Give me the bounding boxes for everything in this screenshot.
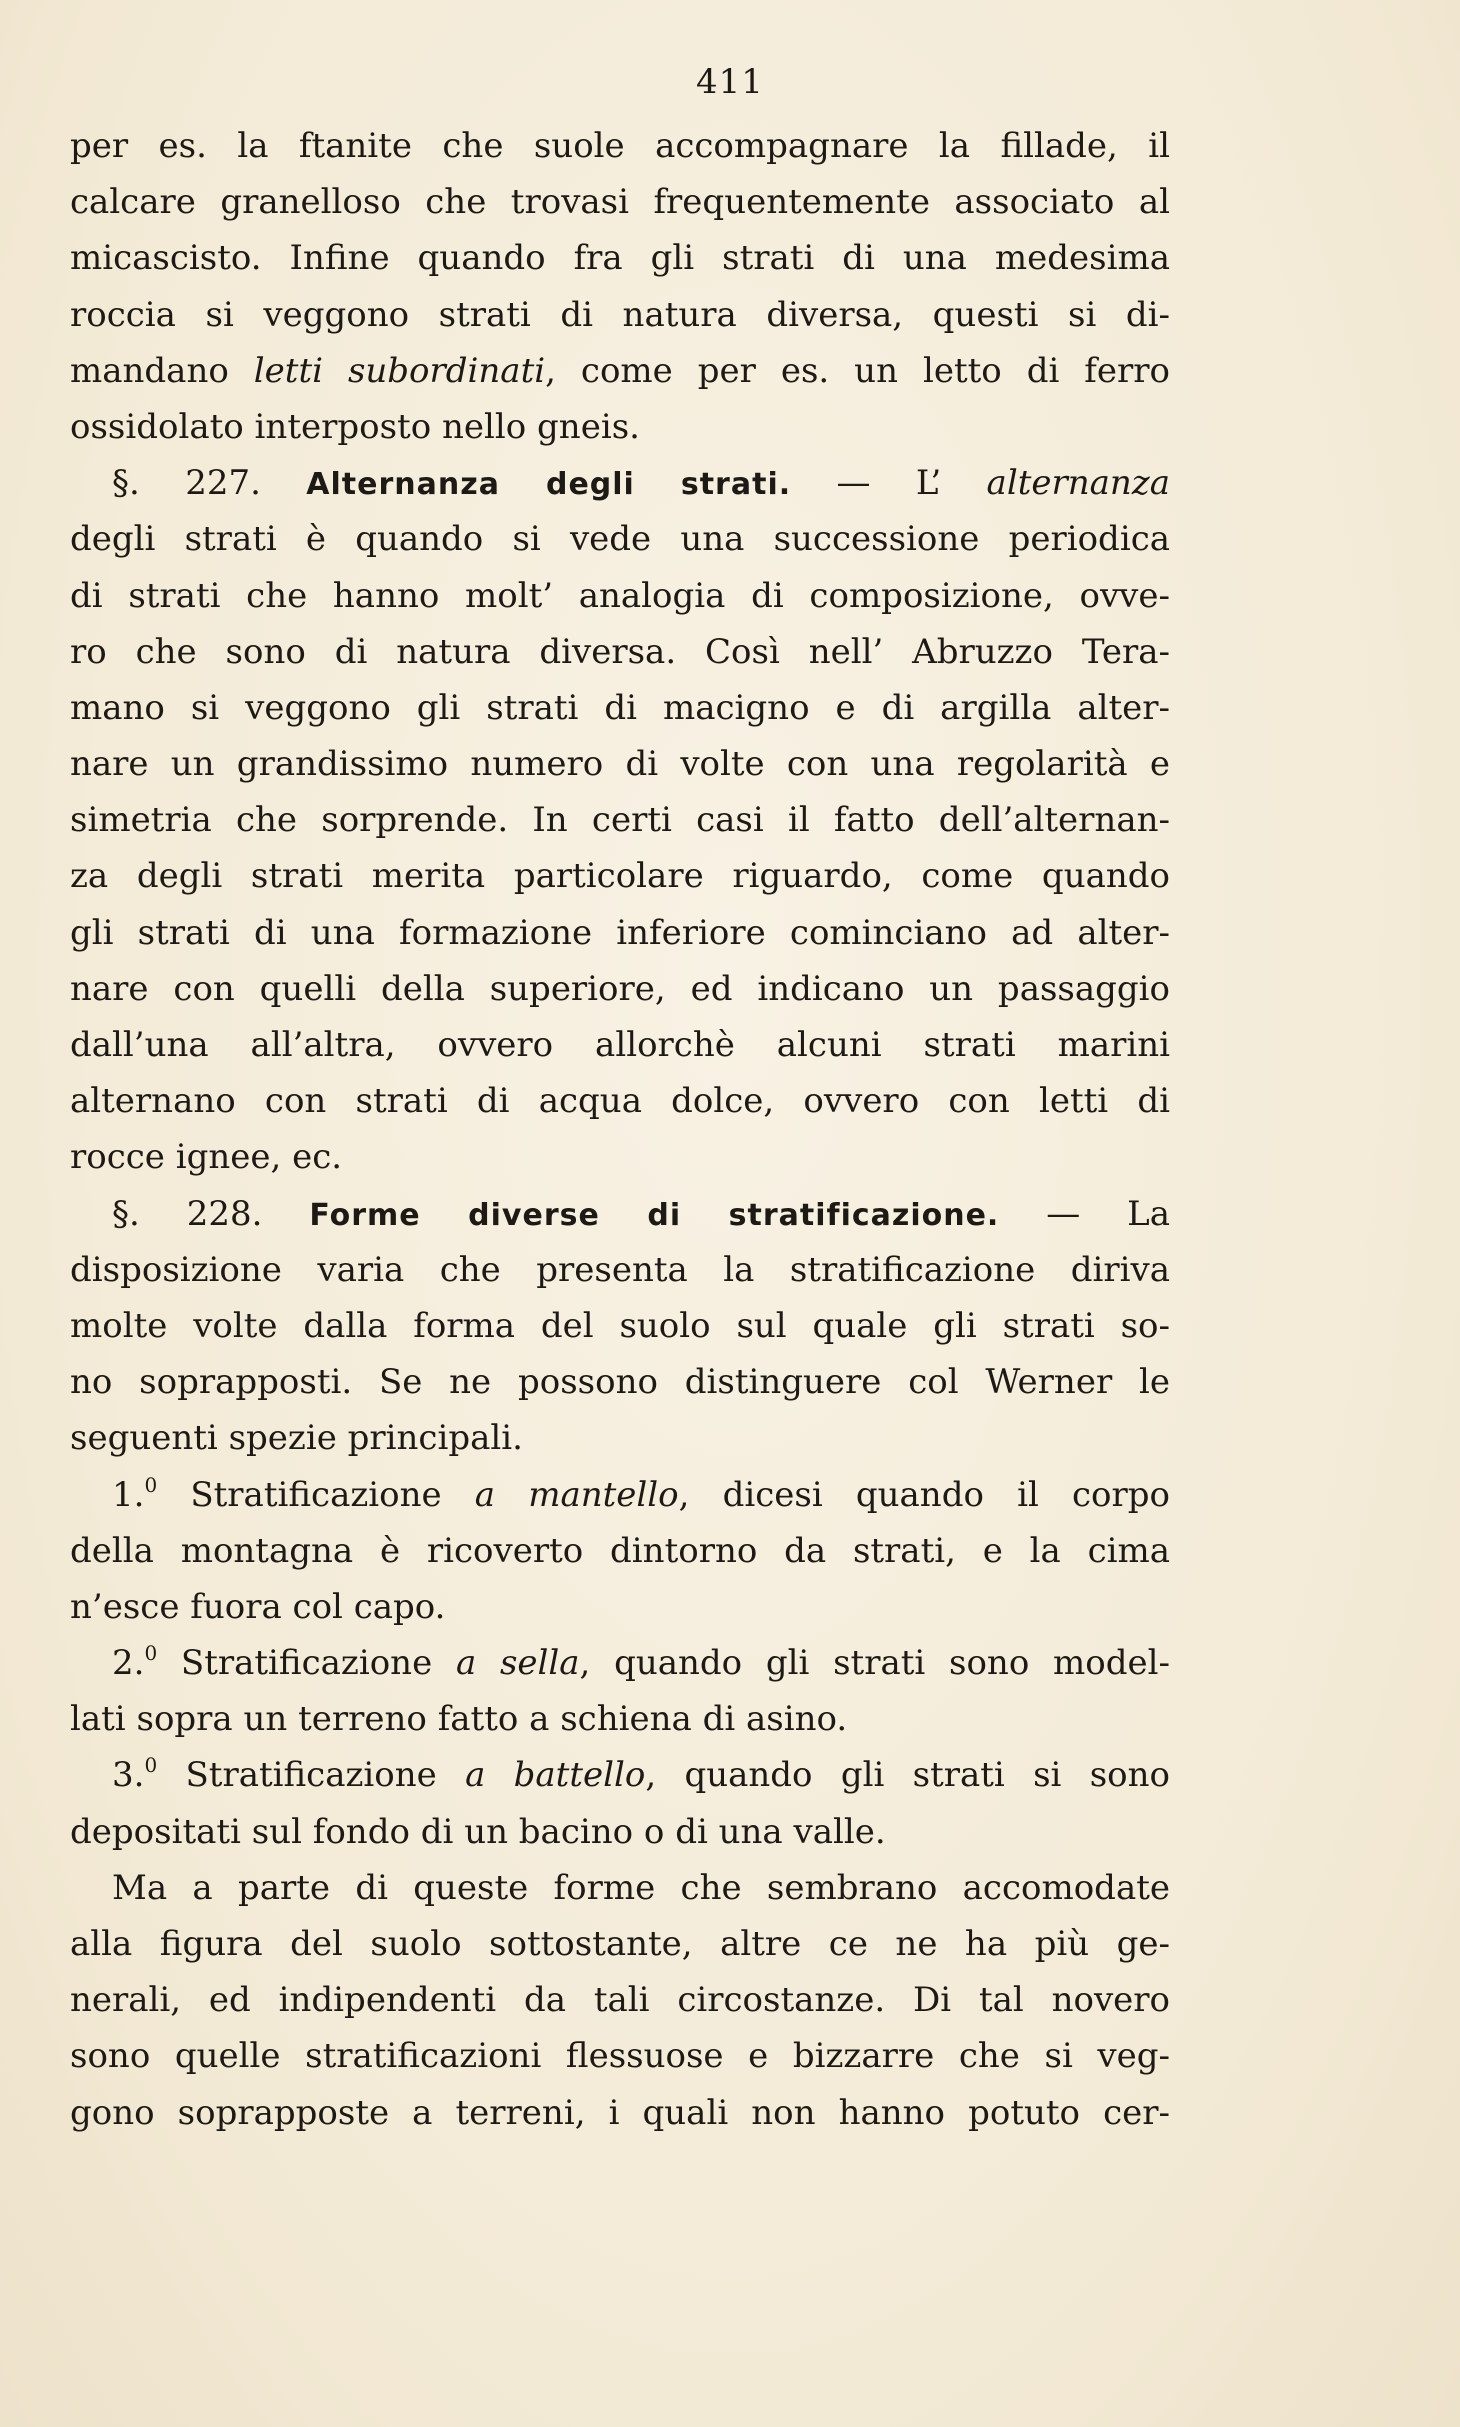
text-line: molte volte dalla forma del suolo sul quale gli strati so- xyxy=(70,1305,1170,1346)
text-line: dall’una all’altra, ovvero allorchè alcuni strati marini xyxy=(70,1025,1170,1065)
body-text xyxy=(70,118,1170,2141)
text-line: gono soprapposte a terreni, i quali non hanno potuto cer- xyxy=(70,2092,1170,2133)
text-line: mandano letti subordinati, come per es. un letto di ferro xyxy=(70,350,1170,391)
section-title: Alternanza degli strati. xyxy=(306,467,792,503)
list-item-1: 1.$^0$ Stratificazione a mantello, dicesi quando il corpo xyxy=(112,1472,1170,1515)
list-item-3: 3.$^0$ Stratificazione a battello, quando gli strati si sono xyxy=(112,1753,1171,1796)
text-line: Ma a parte di queste forme che sembrano accomodate xyxy=(112,1867,1170,1908)
text-line: nerali, ed indipendenti da tali circostanze. Di tal novero xyxy=(70,1980,1170,2021)
text-line: calcare granelloso che trovasi frequentemente associato al xyxy=(70,182,1170,223)
text-line: roccia si veggono strati di natura diversa, questi si di- xyxy=(70,294,1170,335)
text-line: nare con quelli della superiore, ed indicano un passaggio xyxy=(70,968,1170,1009)
text-line: lati sopra un terreno fatto a schiena di asino. xyxy=(70,1699,848,1740)
text-line: alla figura del suolo sottostante, altre ce ne ha più ge- xyxy=(70,1924,1170,1964)
text-line: sono quelle stratificazioni flessuose e bizzarre che si veg- xyxy=(70,2036,1170,2077)
text-line: simetria che sorprende. In certi casi il fatto dell’alternan- xyxy=(70,800,1170,841)
section-228-heading-line: §. 228. Forme diverse di stratificazione. — La xyxy=(112,1193,1170,1234)
section-227-heading-line: §. 227. Alternanza degli strati. — L’ alternanza xyxy=(112,463,1170,504)
text-line: rocce ignee, ec. xyxy=(70,1137,343,1178)
page-number: 411 xyxy=(696,62,764,102)
text-line: disposizione varia che presenta la stratificazione diriva xyxy=(70,1249,1170,1290)
text-line: za degli strati merita particolare riguardo, come quando xyxy=(70,856,1170,897)
text-line: di strati che hanno molt’ analogia di composizione, ovve- xyxy=(70,575,1170,616)
text-line: alternano con strati di acqua dolce, ovvero con letti di xyxy=(70,1081,1170,1122)
text-line: ossidolato interposto nello gneis. xyxy=(70,406,640,447)
text-line: per es. la ftanite che suole accompagnare la fillade, il xyxy=(70,126,1170,166)
text-line: gli strati di una formazione inferiore cominciano ad alter- xyxy=(70,912,1170,953)
text-line: degli strati è quando si vede una successione periodica xyxy=(70,519,1170,560)
text-line: della montagna è ricoverto dintorno da strati, e la cima xyxy=(70,1530,1170,1571)
text-line: mano si veggono gli strati di macigno e di argilla alter- xyxy=(70,687,1170,728)
text-line: seguenti spezie principali. xyxy=(70,1418,523,1459)
text-line: depositati sul fondo di un bacino o di una valle. xyxy=(70,1811,886,1852)
text-line: n’esce fuora col capo. xyxy=(70,1586,446,1627)
list-item-2: 2.$^0$ Stratificazione a sella, quando gli strati sono model- xyxy=(112,1641,1170,1684)
section-title: Forme diverse di stratificazione. xyxy=(309,1197,1000,1233)
text-line: no soprapposti. Se ne possono distinguere col Werner le xyxy=(70,1362,1170,1403)
text-line: micascisto. Infine quando fra gli strati di una medesima xyxy=(70,238,1170,279)
text-line: nare un grandissimo numero di volte con una regolarità e xyxy=(70,744,1170,785)
text-line: ro che sono di natura diversa. Così nell’ Abruzzo Tera- xyxy=(70,631,1170,672)
